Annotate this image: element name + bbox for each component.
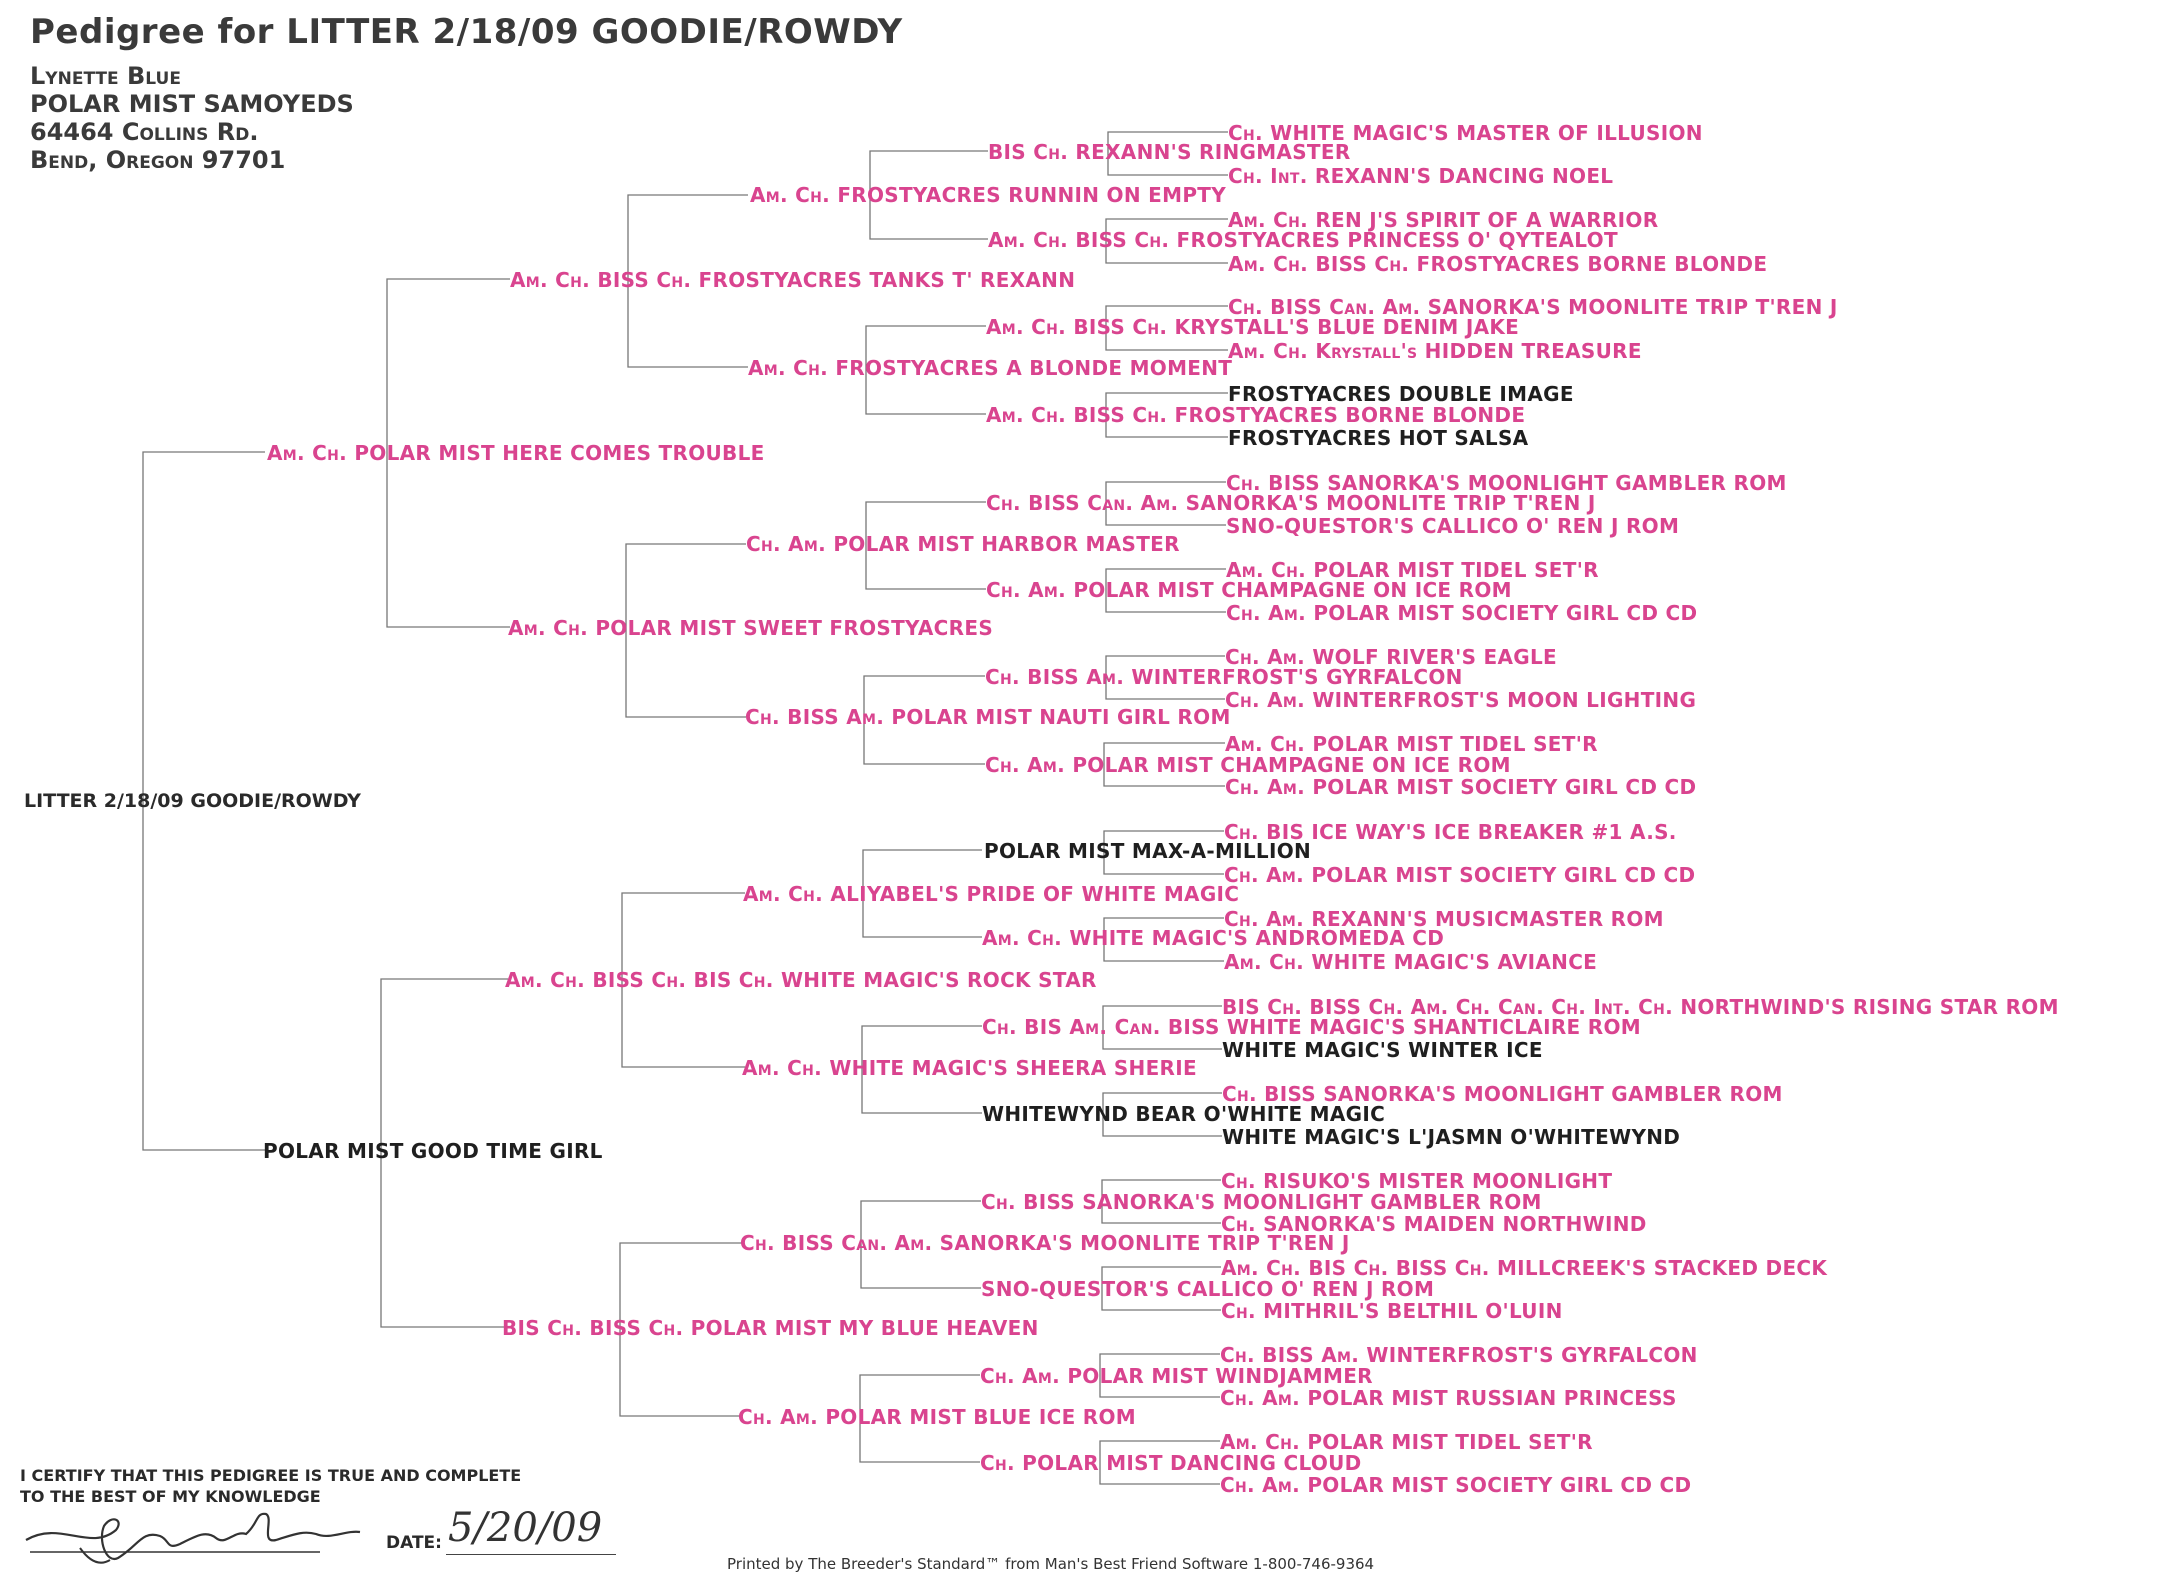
- gen5-ancestor: Ch. BISS Can. Am. SANORKA'S MOONLITE TRIP T'REN J: [1228, 295, 1838, 319]
- gen5-ancestor: Ch. Am. POLAR MIST SOCIETY GIRL CD CD: [1224, 863, 1696, 887]
- gen5-ancestor: Am. Ch. POLAR MIST TIDEL SET'R: [1226, 558, 1599, 582]
- gen5-ancestor: Ch. BISS Am. WINTERFROST'S GYRFALCON: [1220, 1343, 1698, 1367]
- gen4-ancestor: Am. Ch. BISS Ch. KRYSTALL'S BLUE DENIM JAKE: [986, 315, 1520, 339]
- gen5-ancestor: Ch. Am. POLAR MIST SOCIETY GIRL CD CD: [1225, 775, 1697, 799]
- gen5-ancestor: Ch. SANORKA'S MAIDEN NORTHWIND: [1221, 1212, 1647, 1236]
- dam-sire: Am. Ch. BISS Ch. BIS Ch. WHITE MAGIC'S ROCK STAR: [505, 968, 1097, 992]
- gen5-ancestor: FROSTYACRES HOT SALSA: [1228, 426, 1529, 450]
- gen5-ancestor: WHITE MAGIC'S WINTER ICE: [1222, 1038, 1543, 1062]
- gen5-ancestor: Am. Ch. BIS Ch. BISS Ch. MILLCREEK'S STACKED DECK: [1221, 1256, 1828, 1280]
- gen5-ancestor: Ch. WHITE MAGIC'S MASTER OF ILLUSION: [1228, 121, 1703, 145]
- kennel-name: POLAR MIST SAMOYEDS: [30, 90, 354, 118]
- dam: POLAR MIST GOOD TIME GIRL: [263, 1139, 603, 1163]
- gen5-ancestor: Ch. BIS ICE WAY'S ICE BREAKER #1 A.S.: [1224, 820, 1677, 844]
- gen5-ancestor: Ch. Int. REXANN'S DANCING NOEL: [1228, 164, 1614, 188]
- gen5-ancestor: Ch. Am. POLAR MIST SOCIETY GIRL CD CD: [1226, 601, 1698, 625]
- gen5-ancestor: SNO-QUESTOR'S CALLICO O' REN J ROM: [1226, 514, 1680, 538]
- gen3-ancestor: Am. Ch. WHITE MAGIC'S SHEERA SHERIE: [742, 1056, 1197, 1080]
- gen5-ancestor: Am. Ch. REN J'S SPIRIT OF A WARRIOR: [1228, 208, 1659, 232]
- date-label: DATE:: [386, 1533, 442, 1553]
- certification-line-2: TO THE BEST OF MY KNOWLEDGE: [20, 1487, 321, 1506]
- gen4-ancestor: Ch. POLAR MIST DANCING CLOUD: [980, 1451, 1362, 1475]
- gen5-ancestor: WHITE MAGIC'S L'JASMN O'WHITEWYND: [1222, 1125, 1681, 1149]
- printed-by-footer: Printed by The Breeder's Standard™ from Man's Best Friend Software 1-800-746-9364: [727, 1555, 1375, 1573]
- gen5-ancestor: Am. Ch. POLAR MIST TIDEL SET'R: [1225, 732, 1598, 756]
- gen3-ancestor: Ch. Am. POLAR MIST HARBOR MASTER: [746, 532, 1180, 556]
- certification-line-1: I CERTIFY THAT THIS PEDIGREE IS TRUE AND COMPLETE: [20, 1466, 522, 1485]
- owner-city: Bend, Oregon 97701: [30, 146, 286, 174]
- gen5-ancestor: Am. Ch. POLAR MIST TIDEL SET'R: [1220, 1430, 1593, 1454]
- date-underline: [446, 1554, 616, 1555]
- sire: Am. Ch. POLAR MIST HERE COMES TROUBLE: [267, 441, 765, 465]
- handwritten-signature: [20, 1500, 380, 1574]
- sire-dam: Am. Ch. POLAR MIST SWEET FROSTYACRES: [508, 616, 994, 640]
- gen5-ancestor: Ch. MITHRIL'S BELTHIL O'LUIN: [1221, 1299, 1563, 1323]
- pedigree-subject: LITTER 2/18/09 GOODIE/ROWDY: [24, 790, 361, 812]
- sire-sire: Am. Ch. BISS Ch. FROSTYACRES TANKS T' REXANN: [510, 268, 1076, 292]
- gen4-ancestor: Ch. Am. POLAR MIST CHAMPAGNE ON ICE ROM: [985, 753, 1511, 777]
- gen4-ancestor: BIS Ch. REXANN'S RINGMASTER: [988, 140, 1351, 164]
- gen4-ancestor: Ch. BISS Can. Am. SANORKA'S MOONLITE TRIP T'REN J: [986, 491, 1596, 515]
- gen4-ancestor: Ch. BISS SANORKA'S MOONLIGHT GAMBLER ROM: [981, 1190, 1542, 1214]
- gen5-ancestor: Am. Ch. Krystall's HIDDEN TREASURE: [1228, 339, 1642, 363]
- gen5-ancestor: Ch. Am. WOLF RIVER'S EAGLE: [1225, 645, 1557, 669]
- gen4-ancestor: Am. Ch. WHITE MAGIC'S ANDROMEDA CD: [982, 926, 1445, 950]
- owner-name: Lynette Blue: [30, 62, 181, 90]
- owner-street: 64464 Collins Rd.: [30, 118, 259, 146]
- gen3-ancestor: Am. Ch. FROSTYACRES A BLONDE MOMENT: [748, 356, 1233, 380]
- page-title: Pedigree for LITTER 2/18/09 GOODIE/ROWDY: [30, 12, 903, 52]
- gen4-ancestor: Ch. Am. POLAR MIST WINDJAMMER: [980, 1364, 1373, 1388]
- gen4-ancestor: Ch. BIS Am. Can. BISS WHITE MAGIC'S SHANTICLAIRE ROM: [982, 1015, 1641, 1039]
- gen5-ancestor: Ch. RISUKO'S MISTER MOONLIGHT: [1221, 1169, 1613, 1193]
- gen5-ancestor: Ch. BISS SANORKA'S MOONLIGHT GAMBLER ROM: [1226, 471, 1787, 495]
- date-value: 5/20/09: [448, 1505, 603, 1551]
- gen5-ancestor: Ch. Am. WINTERFROST'S MOON LIGHTING: [1225, 688, 1697, 712]
- gen4-ancestor: Am. Ch. BISS Ch. FROSTYACRES PRINCESS O' QYTEALOT: [988, 228, 1618, 252]
- gen4-ancestor: POLAR MIST MAX-A-MILLION: [984, 839, 1312, 863]
- gen4-ancestor: Ch. BISS Am. WINTERFROST'S GYRFALCON: [985, 665, 1463, 689]
- gen5-ancestor: Ch. Am. REXANN'S MUSICMASTER ROM: [1224, 907, 1664, 931]
- gen5-ancestor: BIS Ch. BISS Ch. Am. Ch. Can. Ch. Int. Ch. NORTHWIND'S RISING STAR ROM: [1222, 995, 2059, 1019]
- gen3-ancestor: Am. Ch. FROSTYACRES RUNNIN ON EMPTY: [750, 183, 1227, 207]
- gen3-ancestor: Am. Ch. ALIYABEL'S PRIDE OF WHITE MAGIC: [743, 882, 1240, 906]
- gen3-ancestor: Ch. Am. POLAR MIST BLUE ICE ROM: [738, 1405, 1137, 1429]
- gen4-ancestor: Am. Ch. BISS Ch. FROSTYACRES BORNE BLONDE: [986, 403, 1526, 427]
- gen4-ancestor: SNO-QUESTOR'S CALLICO O' REN J ROM: [981, 1277, 1435, 1301]
- gen5-ancestor: FROSTYACRES DOUBLE IMAGE: [1228, 382, 1574, 406]
- gen3-ancestor: Ch. BISS Am. POLAR MIST NAUTI GIRL ROM: [745, 705, 1231, 729]
- gen5-ancestor: Am. Ch. BISS Ch. FROSTYACRES BORNE BLONDE: [1228, 252, 1768, 276]
- gen5-ancestor: Am. Ch. WHITE MAGIC'S AVIANCE: [1224, 950, 1598, 974]
- gen5-ancestor: Ch. BISS SANORKA'S MOONLIGHT GAMBLER ROM: [1222, 1082, 1783, 1106]
- gen3-ancestor: Ch. BISS Can. Am. SANORKA'S MOONLITE TRIP T'REN J: [740, 1231, 1350, 1255]
- gen4-ancestor: WHITEWYND BEAR O'WHITE MAGIC: [982, 1102, 1386, 1126]
- gen4-ancestor: Ch. Am. POLAR MIST CHAMPAGNE ON ICE ROM: [986, 578, 1512, 602]
- dam-dam: BIS Ch. BISS Ch. POLAR MIST MY BLUE HEAVEN: [502, 1316, 1039, 1340]
- gen5-ancestor: Ch. Am. POLAR MIST RUSSIAN PRINCESS: [1220, 1386, 1677, 1410]
- gen5-ancestor: Ch. Am. POLAR MIST SOCIETY GIRL CD CD: [1220, 1473, 1692, 1497]
